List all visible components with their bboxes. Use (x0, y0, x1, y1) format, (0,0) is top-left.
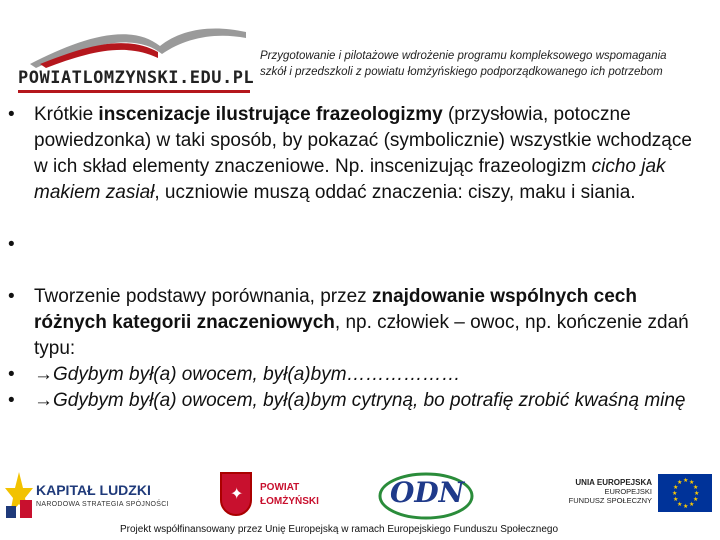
bullet-marker: • (8, 390, 15, 411)
bullet-text: →Gdybym był(a) owocem, był(a)bym cytryną, bo potrafię zrobić kwaśną minę (34, 390, 686, 411)
bullet-marker: • (8, 104, 15, 125)
svg-text:★: ★ (672, 490, 678, 497)
bullet-text: Krótkie inscenizacje ilustrujące frazeologizmy (przysłowia, potoczne powiedzonka) w taki sposób, by pokazać (symbolicznie) wszystkie wchodzące w ich skład elementy znaczeniowe. Np. inscenizując frazeologizm cicho jak makiem zasiał, uczniowie muszą oddać znaczenia: ciszy, maku i siania. (34, 104, 692, 203)
svg-text:★: ★ (673, 496, 679, 503)
eu-line-3: FUNDUSZ SPOŁECZNY (568, 496, 652, 505)
svg-text:★: ★ (683, 503, 689, 510)
bullet-text: →Gdybym był(a) owocem, był(a)bym……………… (34, 364, 461, 385)
tagline-line-2: szkół i przedszkoli z powiatu łomżyńskiego podporządkowanego ich potrzebom (260, 66, 663, 78)
star-icon (4, 470, 34, 520)
odn-text: ODN (390, 476, 465, 509)
tagline-line-1: Przygotowanie i pilotażowe wdrożenie programu kompleksowego wspomagania (260, 50, 667, 62)
eu-stars-icon (658, 474, 712, 512)
footer (0, 466, 720, 540)
odn-logo[interactable] (376, 470, 476, 524)
svg-text:★: ★ (689, 479, 695, 486)
bullet-marker: • (8, 234, 15, 255)
kapital-subtitle: NARODOWA STRATEGIA SPÓJNOŚCI (36, 501, 169, 508)
svg-text:★: ★ (677, 501, 683, 508)
site-logo[interactable] (10, 18, 255, 96)
svg-text:★: ★ (693, 496, 699, 503)
svg-text:★: ★ (693, 484, 699, 491)
svg-text:★: ★ (677, 479, 683, 486)
logo-underline (18, 90, 250, 93)
kapital-title: KAPITAŁ LUDZKI (36, 482, 151, 498)
bullet-item (8, 102, 698, 206)
powiat-logo[interactable] (220, 472, 340, 522)
svg-text:★: ★ (689, 501, 695, 508)
svg-text:★: ★ (683, 477, 689, 484)
logo-text: POWIATLOMZYNSKI.EDU.PL (18, 68, 255, 88)
svg-text:★: ★ (694, 490, 700, 497)
arrow-icon: → (34, 390, 53, 411)
eu-flag-icon (658, 474, 712, 512)
bullet-marker: • (8, 286, 15, 307)
coat-of-arms-icon: ✦ (220, 472, 252, 516)
eu-line-2: EUROPEJSKI (604, 487, 652, 496)
arrow-icon: → (34, 364, 53, 385)
book-swoosh-icon (10, 18, 250, 70)
bullet-text: Tworzenie podstawy porównania, przez znajdowanie wspólnych cech różnych kategorii znaczeniowych, np. człowiek – owoc, np. kończenie zdań typu: (34, 286, 689, 359)
eu-text-block (552, 478, 652, 505)
funding-note: Projekt współfinansowany przez Unię Europejską w ramach Europejskiego Funduszu Społecznego (120, 524, 559, 535)
kapital-ludzki-logo[interactable] (4, 470, 204, 520)
header (0, 0, 720, 96)
project-tagline (260, 48, 715, 80)
eu-line-1: UNIA EUROPEJSKA (575, 478, 652, 487)
svg-text:★: ★ (673, 484, 679, 491)
powiat-line-1: POWIAT (260, 482, 300, 493)
bullet-marker: • (8, 364, 15, 385)
powiat-line-2: ŁOMŻYŃSKI (260, 496, 319, 507)
bullet-item (8, 362, 698, 388)
bullet-item (8, 284, 698, 362)
bullet-item (8, 388, 698, 414)
